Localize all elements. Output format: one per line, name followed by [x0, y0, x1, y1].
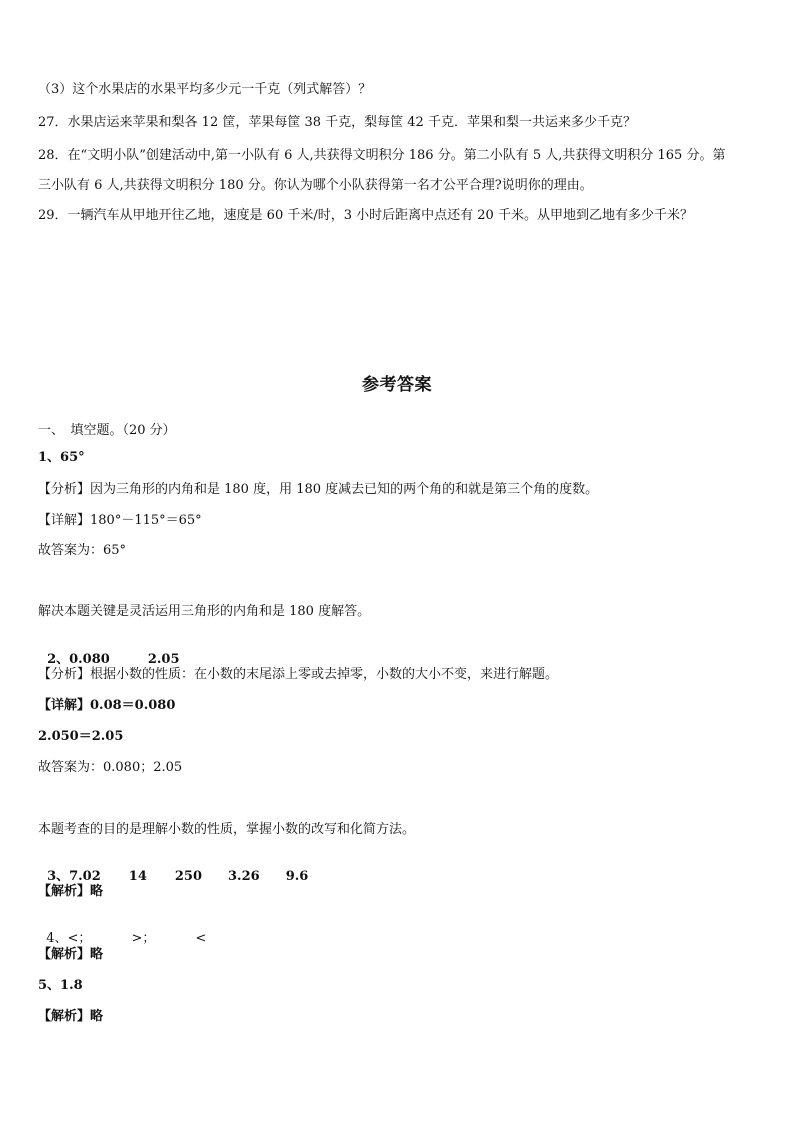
answer-3 [38, 853, 756, 885]
answer-3-value: 3、7.02 [47, 869, 101, 884]
answer-2 [38, 636, 756, 668]
answer-2-conclusion: 故答案为：0.080；2.05 [38, 760, 183, 775]
question-26-3: （3）这个水果店的水果平均多少元一千克（列式解答）？ [38, 82, 372, 97]
answer-4-analysis: 【解析】略 [38, 947, 104, 962]
answer-1-conclusion: 故答案为：65° [38, 543, 127, 558]
question-28-line-2: 三小队有 6 人,共获得文明积分 180 分。你认为哪个小队获得第一名才公平合理?说明你的理由。 [38, 178, 593, 193]
answer-3-value: 9.6 [285, 869, 309, 884]
answer-3-value: 250 [174, 869, 203, 884]
question-29: 29．一辆汽车从甲地开往乙地，速度是 60 千米/时，3 小时后距离中点还有 20 千米。从甲地到乙地有多少千米？ [38, 208, 693, 223]
answer-1-note: 解决本题关键是灵活运用三角形的内角和是 180 度解答。 [38, 604, 371, 619]
answer-1-detail: 【详解】180°－115°＝65° [38, 513, 202, 528]
answer-2-value-a: 2、0.080 [47, 652, 110, 667]
answer-2-value-b: 2.05 [147, 652, 180, 667]
answers-title: 参考答案 [362, 375, 432, 395]
answer-4 [38, 915, 756, 947]
answer-2-note: 本题考查的目的是理解小数的性质，掌握小数的改写和化简方法。 [38, 822, 416, 837]
question-27: 27．水果店运来苹果和梨各 12 筐，苹果每筐 38 千克，梨每筐 42 千克．苹果和梨一共运来多少千克？ [38, 115, 636, 130]
answer-1-analysis: 【分析】因为三角形的内角和是 180 度，用 180 度减去已知的两个角的和就是第三个角的度数。 [38, 482, 599, 497]
answer-4-value: 4、<； [46, 931, 92, 946]
answer-1: 1、65° [38, 450, 85, 465]
answer-4-value: < [195, 931, 207, 946]
answer-3-value: 14 [128, 869, 147, 884]
answer-4-value: >； [131, 931, 156, 946]
section-heading: 一、 填空题。（20 分） [38, 423, 176, 438]
answer-5-analysis: 【解析】略 [38, 1009, 104, 1024]
answer-2-detail-2: 2.050＝2.05 [38, 729, 124, 744]
answer-3-analysis: 【解析】略 [38, 884, 104, 899]
answer-3-value: 3.26 [228, 869, 260, 884]
answer-2-detail-1: 【详解】0.08＝0.080 [38, 698, 176, 713]
question-28-line-1: 28．在“文明小队”创建活动中,第一小队有 6 人,共获得文明积分 186 分。第二小队有 5 人,共获得文明积分 165 分。第 [38, 148, 726, 163]
answer-2-analysis: 【分析】根据小数的性质：在小数的末尾添上零或去掉零，小数的大小不变，来进行解题。 [38, 667, 559, 682]
answer-5: 5、1.8 [38, 978, 83, 993]
